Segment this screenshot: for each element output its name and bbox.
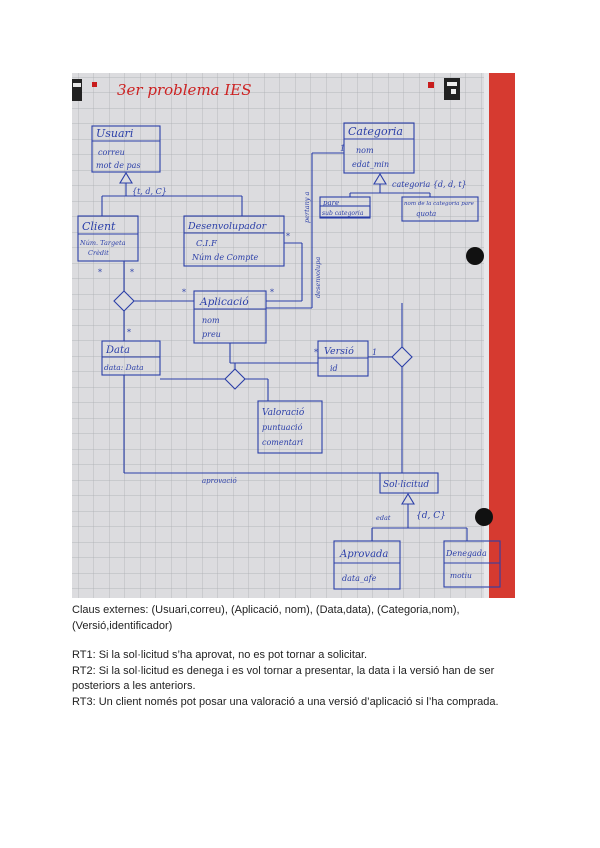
- class-client-attr-1: Núm. Targeta: [80, 239, 126, 247]
- class-aplicacio-name: Aplicació: [200, 296, 249, 308]
- class-sollicitud-name: Sol·licitud: [383, 480, 430, 490]
- class-valoracio-attr-2: comentari: [262, 438, 304, 447]
- claus-externes-text: Claus externes: (Usuari,correu), (Aplicació, nom), (Data,data), (Categoria,nom), (Versió,identificador): [72, 604, 460, 632]
- class-versio-name: Versió: [324, 346, 354, 357]
- class-desenvolupador-attr-2: Núm de Compte: [192, 253, 259, 262]
- class-categoria-name: Categoria: [348, 125, 403, 138]
- class-data-name: Data: [106, 345, 130, 356]
- notes-block: [72, 603, 542, 710]
- class-categoria-attr-1: nom: [356, 146, 374, 155]
- label-gen-categoria: categoria {d, d, t}: [392, 180, 467, 189]
- class-valoracio-name: Valoració: [262, 408, 305, 418]
- mult-client: *: [98, 268, 102, 277]
- rule-rt2: RT2: Si la sol·licitud es denega i es vol tornar a presentar, la data i la versió han de ser posteriors a les anteriors.: [72, 664, 495, 692]
- class-categoria-attr-2: edat_min: [352, 160, 390, 169]
- class-subcategoria-name: sub categoria: [322, 210, 364, 217]
- uml-diagram: [72, 73, 515, 598]
- mult-desenvolupador: *: [286, 232, 290, 241]
- mult-data: *: [127, 328, 131, 337]
- label-gen-usuari: {t, d, C}: [132, 187, 167, 196]
- label-te-categoria: pertany a: [303, 191, 311, 223]
- class-usuari-name: Usuari: [96, 127, 134, 140]
- rule-rt3: RT3: Un client només pot posar una valoració a una versió d’aplicació si l’ha comprada.: [72, 695, 499, 708]
- class-desenvolupador-attr-1: C.I.F: [196, 239, 217, 249]
- rule-rt1: RT1: Si la sol·licitud s’ha aprovat, no es pot tornar a solicitar.: [72, 649, 368, 661]
- class-aprovada-attr-1: data_afe: [342, 574, 377, 583]
- class-denegada-attr-1: motiu: [450, 571, 472, 580]
- mult-aplicacio-right: *: [270, 288, 274, 297]
- mult-client-2: *: [130, 268, 134, 277]
- notebook-red-margin: [489, 73, 515, 598]
- class-versio-attr-1: id: [330, 364, 338, 373]
- binder-hole-bottom: [475, 508, 493, 526]
- label-subclass: edat: [376, 514, 391, 522]
- class-aplicacio-attr-1: nom: [202, 316, 220, 325]
- class-nom-pare-attr-1: quota: [416, 210, 437, 218]
- class-desenvolupador-name: Desenvolupador: [188, 221, 267, 232]
- mult-aplicacio: *: [182, 288, 186, 297]
- mult-categoria: 1: [340, 144, 346, 153]
- label-aprovacio: aprovació: [202, 477, 237, 485]
- class-client-name: Client: [82, 220, 116, 233]
- label-gen-sollicitud: {d, C}: [416, 511, 446, 521]
- class-aprovada-name: Aprovada: [340, 549, 389, 560]
- binder-hole-top: [466, 247, 484, 265]
- class-client-attr-2: Crèdit: [88, 249, 109, 257]
- diagram-title: 3er problema IES: [117, 81, 252, 99]
- label-desenvolupa: desenvolupa: [314, 256, 322, 298]
- notebook-logo-left: [72, 79, 82, 101]
- class-usuari-attr-2: mot de pas: [96, 161, 141, 170]
- mult-versio: *: [314, 348, 318, 357]
- class-data-attr-1: data: Data: [104, 363, 144, 372]
- class-denegada-name: Denegada: [446, 549, 487, 558]
- mult-versio-right: 1: [372, 348, 378, 357]
- diagram-photo: [72, 73, 515, 598]
- class-aplicacio-attr-2: preu: [202, 330, 221, 339]
- class-nom-pare-name: nom de la categoria pare: [404, 201, 474, 207]
- class-pare-name: pare: [323, 199, 340, 207]
- class-valoracio-attr-1: puntuació: [262, 423, 303, 432]
- class-usuari-attr-1: correu: [98, 148, 125, 157]
